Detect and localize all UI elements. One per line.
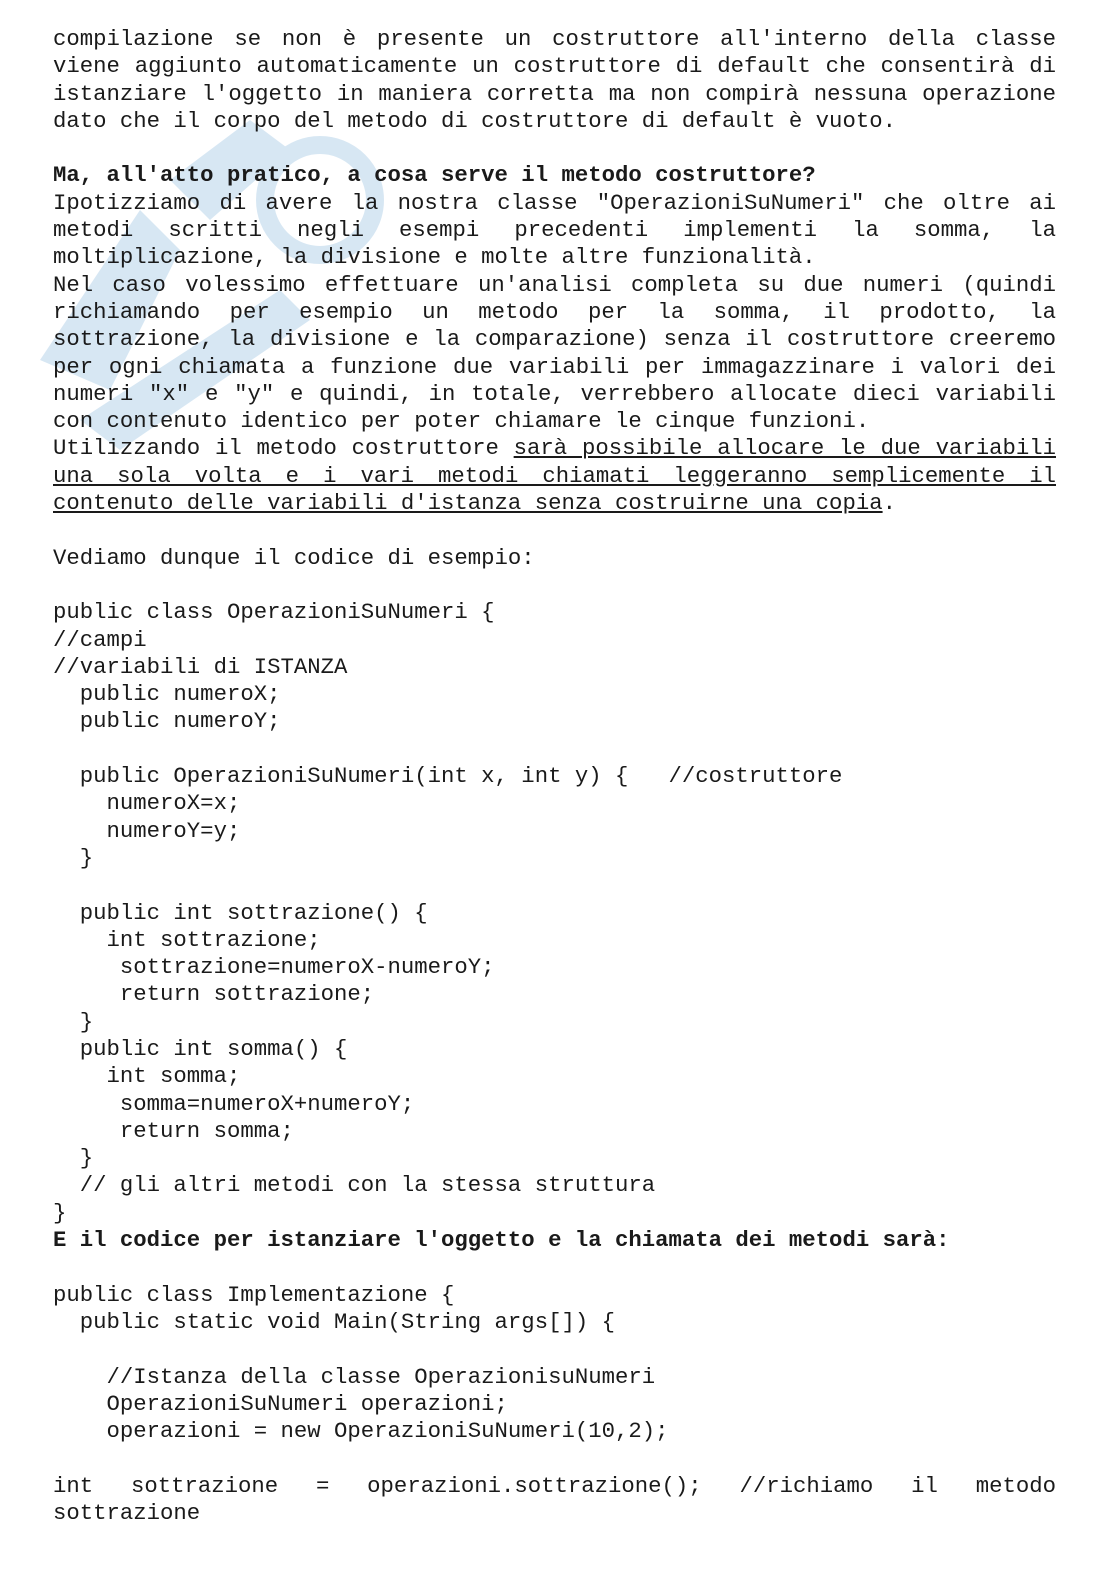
code-line: numeroY=y; (53, 817, 241, 844)
code-line: sottrazione (53, 1500, 201, 1527)
code-line: int sottrazione = operazioni.sottrazione(); //richiamo il metodo (53, 1472, 1056, 1499)
code-line: //Istanza della classe OperazionisuNumeri (53, 1363, 656, 1390)
text-line: Nel caso volessimo effettuare un'analisi completa su due numeri (quindi (53, 271, 1056, 298)
section-heading: E il codice per istanziare l'oggetto e la chiamata dei metodi sarà: (53, 1227, 950, 1254)
code-line: public static void Main(String args[]) { (53, 1308, 615, 1335)
code-block (53, 599, 1056, 1227)
text-line: viene aggiunto automaticamente un costruttore di default che consentirà di (53, 53, 1056, 80)
text-line: dato che il corpo del metodo di costruttore di default è vuoto. (53, 107, 896, 134)
text-line: moltiplicazione, la divisione e molte altre funzionalità. (53, 244, 816, 271)
underlined-text: contenuto delle variabili d'istanza senza costruirne una copia (53, 490, 883, 517)
code-line: public OperazioniSuNumeri(int x, int y) { //costruttore (53, 763, 843, 790)
text-line: contenuto delle variabili d'istanza senza costruirne una copia. (53, 490, 896, 517)
code-line: public class Implementazione { (53, 1281, 455, 1308)
text-line: con contenuto identico per poter chiamare le cinque funzioni. (53, 408, 870, 435)
code-line: sottrazione=numeroX-numeroY; (53, 954, 495, 981)
code-line: numeroX=x; (53, 790, 241, 817)
text-line: numeri "x" e "y" e quindi, in totale, verrebbero allocate dieci variabili (53, 380, 1056, 407)
text-line: richiamando per esempio un metodo per la somma, il prodotto, la (53, 298, 1056, 325)
code-line: public class OperazioniSuNumeri { (53, 599, 495, 626)
code-line: //variabili di ISTANZA (53, 653, 348, 680)
code-line: operazioni = new OperazioniSuNumeri(10,2); (53, 1418, 669, 1445)
code-line: OperazioniSuNumeri operazioni; (53, 1390, 508, 1417)
code-line: } (53, 1145, 94, 1172)
code-line: } (53, 1199, 67, 1226)
code-line: public numeroY; (53, 708, 281, 735)
code-line (53, 1336, 1056, 1363)
code-line: return sottrazione; (53, 981, 375, 1008)
code-line: public int somma() { (53, 1035, 348, 1062)
text-line: istanziare l'oggetto in maniera corretta ma non compirà nessuna operazione (53, 80, 1056, 107)
code-line: } (53, 844, 94, 871)
code-line (53, 1445, 1056, 1472)
text-line: compilazione se non è presente un costruttore all'interno della classe (53, 26, 1056, 52)
underlined-text: una sola volta e i vari metodi chiamati leggeranno semplicemente il (53, 462, 1056, 489)
text-line: Utilizzando il metodo costruttore sarà possibile allocare le due variabili (53, 435, 1056, 462)
code-line: // gli altri metodi con la stessa struttura (53, 1172, 656, 1199)
code-block (53, 1282, 1056, 1473)
code-line: return somma; (53, 1117, 294, 1144)
document-page (53, 26, 1056, 1527)
section-heading: Ma, all'atto pratico, a cosa serve il metodo costruttore? (53, 162, 816, 189)
code-line: int sottrazione; (53, 926, 321, 953)
text-line: Ipotizziamo di avere la nostra classe "OperazioniSuNumeri" che oltre ai (53, 189, 1056, 216)
code-line (53, 736, 1056, 763)
code-line: int somma; (53, 1063, 241, 1090)
text-line: metodi scritti negli esempi precedenti implementi la somma, la (53, 217, 1056, 244)
text-line: per ogni chiamata a funzione due variabili per immagazzinare i valori dei (53, 353, 1056, 380)
code-line: } (53, 1008, 94, 1035)
code-line: //campi (53, 626, 147, 653)
text-line: sottrazione, la divisione e la comparazione) senza il costruttore creeremo (53, 326, 1056, 353)
code-line (53, 872, 1056, 899)
code-line: somma=numeroX+numeroY; (53, 1090, 415, 1117)
code-line: public int sottrazione() { (53, 899, 428, 926)
underlined-text: sarà possibile allocare le due variabili (513, 435, 1056, 462)
text-line: Vediamo dunque il codice di esempio: (53, 544, 535, 571)
code-line: public numeroX; (53, 681, 281, 708)
